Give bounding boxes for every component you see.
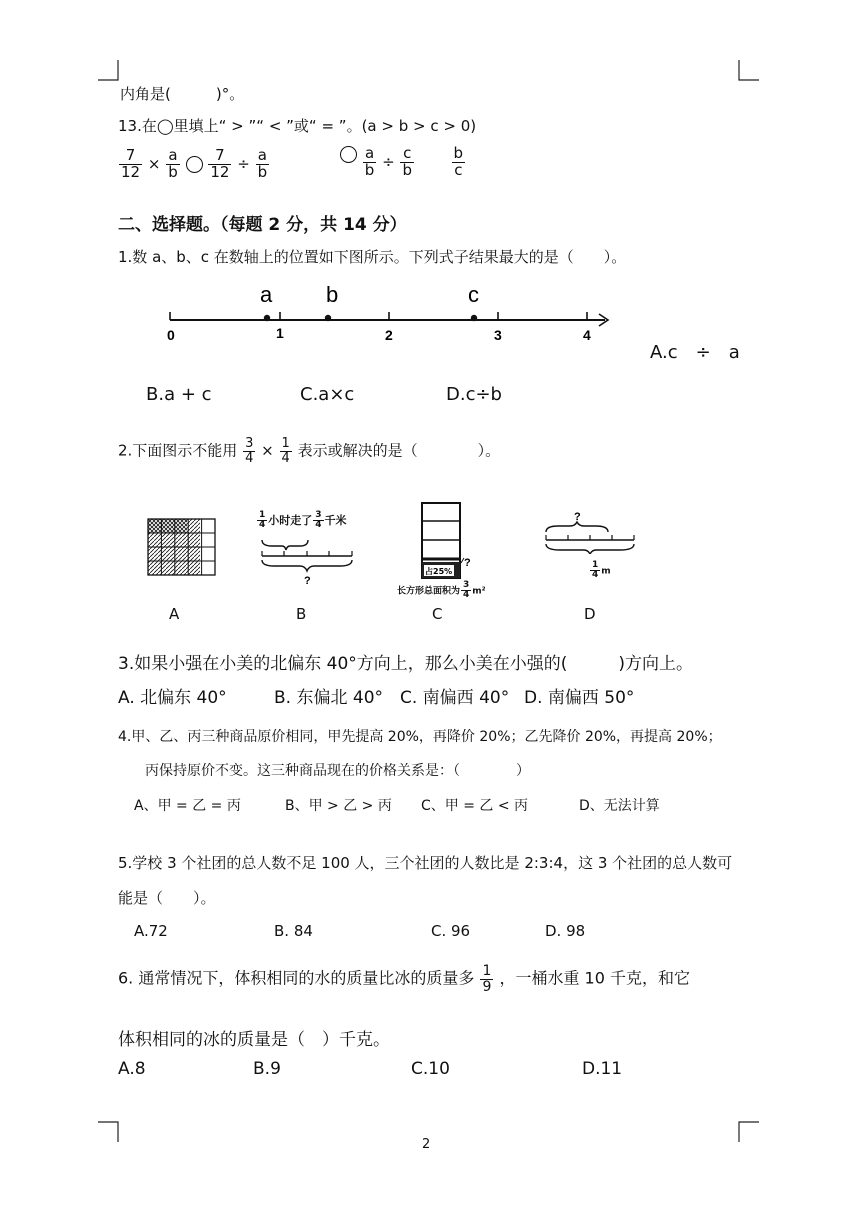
corner-mark-bottom-left — [98, 1120, 120, 1142]
fraction: $\frac{7}{12}$ — [121, 146, 141, 181]
q4-option-a[interactable]: A、甲 = 乙 = 丙 — [134, 798, 241, 814]
q6-stem-line2: 体积相同的冰的质量是（ ）千克。 — [118, 1030, 390, 1050]
q1-option-a[interactable]: A.c ÷ a — [650, 342, 740, 363]
figure-b-question: ? — [304, 575, 311, 586]
tick-label: 0 — [167, 327, 175, 343]
q2-option-c[interactable]: C — [432, 605, 443, 623]
answer-circle[interactable] — [186, 156, 203, 173]
q2-stem: 2.下面图示不能用 $\frac{3}{4}$ × $\frac{1}{4}$ 表示或解决的是（ ）。 — [118, 436, 501, 466]
q6-option-b[interactable]: B.9 — [253, 1059, 281, 1079]
page-number: 2 — [422, 1137, 431, 1152]
figure-d-question: ? — [574, 511, 581, 523]
answer-circle[interactable] — [340, 146, 357, 163]
point-b — [325, 315, 331, 321]
figure-a-grid — [146, 517, 218, 579]
point-a — [264, 315, 270, 321]
fraction: $\frac{3}{4}$ — [245, 436, 254, 466]
q5-stem-line2: 能是（ ）。 — [118, 889, 216, 907]
q12-tail: 内角是( )°。 — [120, 85, 245, 103]
figure-c-percent: 占25% — [425, 567, 453, 576]
q5-option-d[interactable]: D. 98 — [545, 922, 586, 940]
q6-option-c[interactable]: C.10 — [411, 1059, 450, 1079]
q6-option-d[interactable]: D.11 — [582, 1059, 623, 1079]
q5-stem-line1: 5.学校 3 个社团的总人数不足 100 人，三个社团的人数比是 2:3:4，这 3 个社团的总人数可 — [118, 854, 733, 872]
q3-option-d[interactable]: D. 南偏西 50° — [524, 688, 635, 708]
corner-mark-top-right — [737, 60, 759, 82]
q5-option-a[interactable]: A.72 — [134, 922, 168, 940]
q1-option-c[interactable]: C.a×c — [300, 384, 355, 405]
q1-option-b[interactable]: B.a + c — [146, 384, 212, 405]
q13-left-expression: $\frac{7}{12}$ × $\frac{a}{b}$ $\frac{7}{12}$ ÷ $\frac{a}{b}$ — [121, 146, 268, 181]
figure-c-question: ? — [464, 557, 471, 569]
q5-option-c[interactable]: C. 96 — [431, 922, 471, 940]
fraction: $\frac{3}{4}$ — [315, 510, 322, 531]
q5-option-b[interactable]: B. 84 — [274, 922, 313, 940]
q3-option-a[interactable]: A. 北偏东 40° — [118, 688, 227, 708]
fraction: $\frac{1}{4}$ — [281, 436, 290, 466]
q4-stem-line2: 丙保持原价不变。这三种商品现在的价格关系是：（ ） — [145, 763, 530, 779]
q4-option-d[interactable]: D、无法计算 — [579, 798, 660, 814]
q3-stem: 3.如果小强在小美的北偏东 40°方向上，那么小美在小强的( )方向上。 — [118, 654, 694, 674]
tick-label: 2 — [385, 327, 393, 343]
fraction: $\frac{c}{b}$ — [402, 144, 412, 179]
q13-stem: 13.在◯里填上“ > ”“ < ”或“ = ”。(a > b > c > 0) — [118, 117, 477, 135]
number-line — [150, 278, 620, 350]
figure-c-caption: 长方形总面积为 $\frac{3}{4}$ m² — [397, 580, 486, 601]
fraction: $\frac{a}{b}$ — [364, 144, 375, 179]
fraction: $\frac{1}{9}$ — [482, 963, 492, 995]
figure-d-diagram — [540, 508, 644, 554]
q3-option-b[interactable]: B. 东偏北 40° — [274, 688, 384, 708]
fraction: $\frac{a}{b}$ — [168, 146, 178, 181]
q4-option-b[interactable]: B、甲 > 乙 > 丙 — [285, 798, 392, 814]
fraction: $\frac{a}{b}$ — [257, 146, 268, 181]
fraction: $\frac{b}{c}$ — [453, 144, 464, 179]
q1-stem: 1.数 a、b、c 在数轴上的位置如下图所示。下列式子结果最大的是（ ）。 — [118, 248, 627, 266]
fraction: $\frac{7}{12}$ — [210, 146, 230, 181]
q6-option-a[interactable]: A.8 — [118, 1059, 146, 1079]
fraction: $\frac{1}{4}$ — [592, 560, 599, 581]
q3-option-c[interactable]: C. 南偏西 40° — [400, 688, 510, 708]
q4-stem-line1: 4.甲、乙、丙三种商品原价相同，甲先提高 20%，再降价 20%；乙先降价 20%，再提高 20%； — [118, 729, 722, 745]
fraction: $\frac{3}{4}$ — [463, 580, 470, 601]
q13-right-expression: $\frac{a}{b}$ ÷ $\frac{c}{b}$ $\frac{b}{c}$ — [340, 146, 466, 179]
q2-option-b[interactable]: B — [296, 605, 307, 623]
fraction: $\frac{1}{4}$ — [259, 510, 266, 531]
q6-stem-line1: 6. 通常情况下，体积相同的水的质量比冰的质量多 $\frac{1}{9}$ ，一桶水重 10 千克，和它 — [118, 963, 691, 995]
point-label-a: a — [260, 282, 273, 307]
figure-c-rectangle — [410, 500, 490, 586]
tick-label: 4 — [583, 327, 591, 343]
figure-d-caption: $\frac{1}{4}$ m — [592, 560, 611, 581]
section-title: 二、选择题。（每题 2 分，共 14 分） — [118, 215, 407, 235]
q4-option-c[interactable]: C、甲 = 乙 < 丙 — [421, 798, 529, 814]
point-label-b: b — [326, 282, 339, 307]
q2-option-d[interactable]: D — [584, 605, 596, 623]
corner-mark-top-left — [98, 60, 120, 82]
tick-label: 1 — [276, 325, 284, 341]
corner-mark-bottom-right — [737, 1120, 759, 1142]
point-c — [471, 315, 477, 321]
point-label-c: c — [468, 282, 479, 307]
q2-option-a[interactable]: A — [169, 605, 180, 623]
figure-b-caption: $\frac{1}{4}$ 小时走了 $\frac{3}{4}$ 千米 — [259, 510, 347, 531]
q1-option-d[interactable]: D.c÷b — [446, 384, 502, 405]
figure-b-diagram — [252, 534, 364, 586]
tick-label: 3 — [494, 327, 502, 343]
